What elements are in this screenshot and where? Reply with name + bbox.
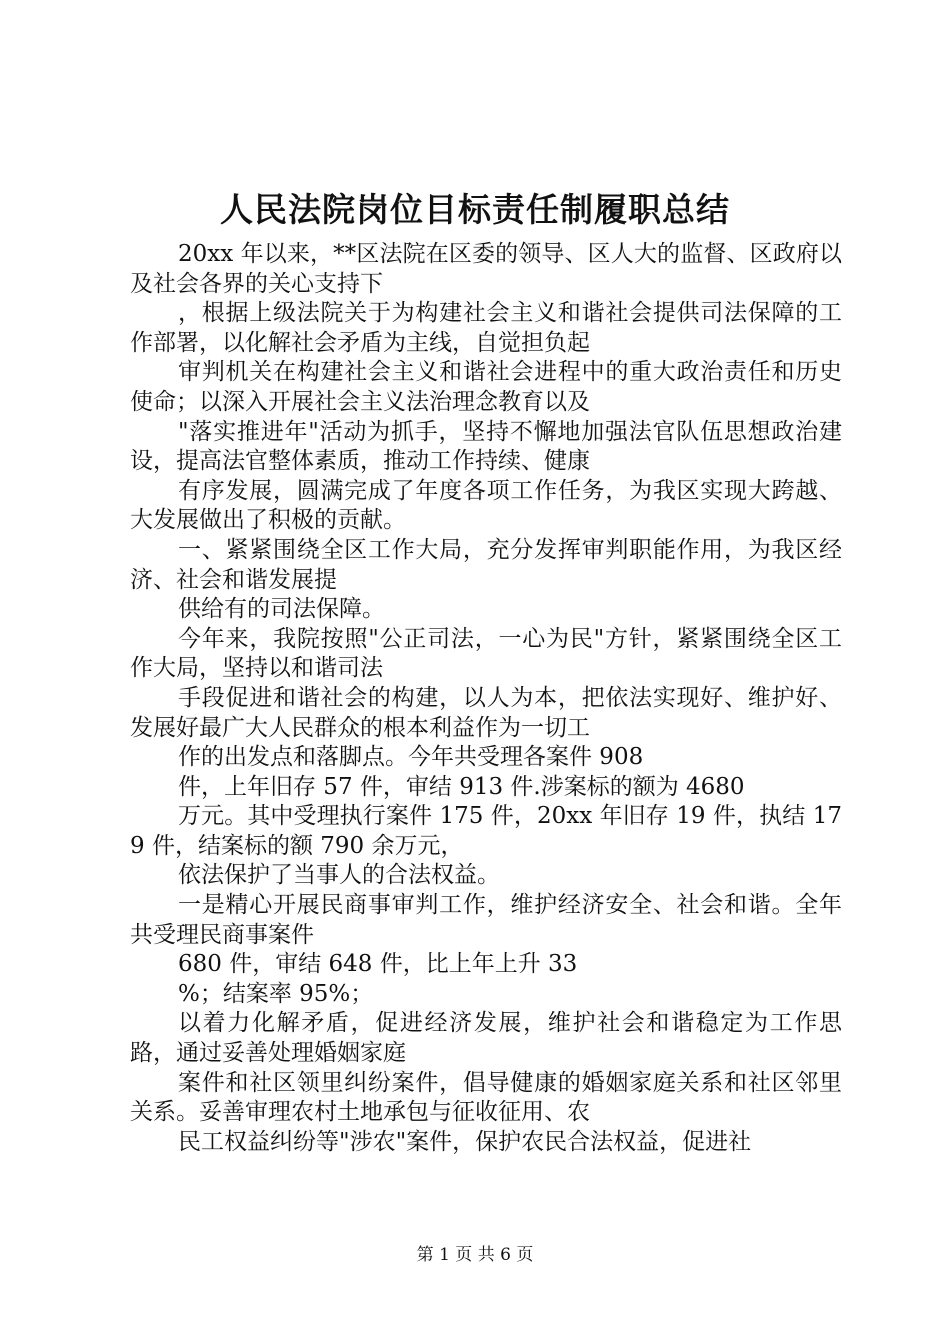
paragraph: 案件和社区领里纠纷案件，倡导健康的婚姻家庭关系和社区邻里关系。妥善审理农村土地承包与征收征用、农 bbox=[130, 1069, 842, 1126]
paragraph: 件，上年旧存 57 件，审结 913 件.涉案标的额为 4680 bbox=[178, 773, 745, 800]
paragraph: 680 件，审结 648 件，比上年上升 33 bbox=[178, 951, 578, 978]
paragraph: 以着力化解矛盾，促进经济发展，维护社会和谐稳定为工作思路，通过妥善处理婚姻家庭 bbox=[130, 1010, 842, 1067]
paragraph: ，根据上级法院关于为构建社会主义和谐社会提供司法保障的工作部署，以化解社会矛盾为主线，自觉担负起 bbox=[130, 300, 842, 356]
section-heading: 一、紧紧围绕全区工作大局，充分发挥审判职能作用，为我区经济、社会和谐发展提 bbox=[130, 536, 842, 593]
paragraph: "落实推进年"活动为抓手，坚持不懈地加强法官队伍思想政治建设，提高法官整体素质，推动工作持续、健康 bbox=[130, 418, 842, 475]
paragraph: 审判机关在构建社会主义和谐社会进程中的重大政治责任和历史使命；以深入开展社会主义法治理念教育以及 bbox=[130, 359, 842, 415]
document-title: 人民法院岗位目标责任制履职总结 bbox=[220, 190, 730, 229]
paragraph: 供给有的司法保障。 bbox=[178, 596, 385, 623]
paragraph: 万元。其中受理执行案件 175 件，20xx 年旧存 19 件，执结 179 件，结案标的额 790 余万元， bbox=[130, 803, 842, 859]
paragraph: 民工权益纠纷等"涉农"案件，保护农民合法权益，促进社 bbox=[178, 1128, 752, 1155]
paragraph: 今年来，我院按照"公正司法，一心为民"方针，紧紧围绕全区工作大局，坚持以和谐司法 bbox=[130, 625, 842, 682]
paragraph: 有序发展，圆满完成了年度各项工作任务，为我区实现大跨越、大发展做出了积极的贡献。 bbox=[130, 477, 842, 534]
paragraph: 一是精心开展民商事审判工作，维护经济安全、社会和谐。全年共受理民商事案件 bbox=[130, 892, 842, 948]
paragraph: 手段促进和谐社会的构建，以人为本，把依法实现好、维护好、发展好最广大人民群众的根本利益作为一切工 bbox=[130, 684, 842, 741]
page-footer: 第 1 页 共 6 页 bbox=[416, 1245, 534, 1265]
paragraph: %；结案率 95%； bbox=[178, 980, 374, 1007]
paragraph: 作的出发点和落脚点。今年共受理各案件 908 bbox=[178, 744, 644, 771]
paragraph: 依法保护了当事人的合法权益。 bbox=[178, 862, 500, 889]
paragraph: 20xx 年以来，**区法院在区委的领导、区人大的监督、区政府以及社会各界的关心支持下 bbox=[130, 241, 842, 297]
document-body bbox=[130, 240, 842, 1157]
